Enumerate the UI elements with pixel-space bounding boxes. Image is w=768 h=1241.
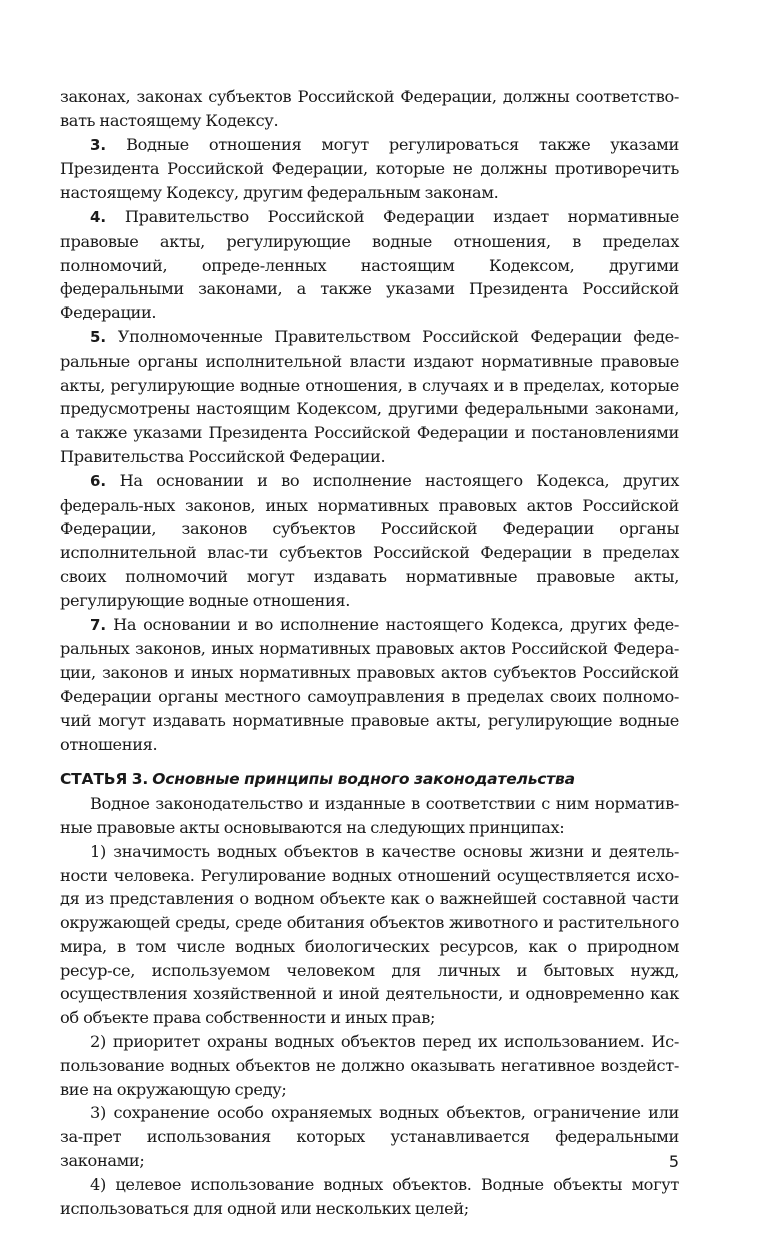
clause-text: На основании и во исполнение настоящего Кодекса, других феде-ральных законов, иных нормативных правовых актов Российской Федера-ции, законов и иных нормативных правовых актов субъектов Российской Федерации органы местного самоуправления в пределах своих полномо-чий могут издавать нормативные правовые акты, регулирующие водные отношения. — [60, 614, 679, 754]
page-text — [60, 85, 679, 1220]
clause-number: 7. — [90, 615, 107, 634]
page-number: 5 — [668, 1152, 679, 1171]
article-heading — [60, 768, 679, 792]
clause-4 — [60, 205, 679, 325]
clause-text: Правительство Российской Федерации издает нормативные правовые акты, регулирующие водные отношения, в пределах полномочий, опреде-ленных настоящим Кодексом, другими федеральными законами, а также указами Президента Российской Федерации. — [60, 206, 679, 323]
clause-6 — [60, 469, 679, 613]
clause-5 — [60, 325, 679, 469]
clause-text: На основании и во исполнение настоящего Кодекса, других федераль-ных законов, иных нормативных правовых актов Российской Федерации, законов субъектов Российской Федерации органы исполнительной влас-ти субъектов Российской Федерации в пределах своих полномочий могут издавать нормативные правовые акты, регулирующие водные отношения. — [60, 470, 679, 610]
paragraph-continuation: законах, законах субъектов Российской Федерации, должны соответство-вать настоящему Кодексу. — [60, 87, 679, 130]
clause-text: Водные отношения могут регулироваться также указами Президента Российской Федерации, которые не должны противоречить настоящему Кодексу, другим федеральным законам. — [60, 134, 679, 203]
clause-text: Уполномоченные Правительством Российской Федерации феде-ральные органы исполнительной власти издают нормативные правовые акты, регулирующие водные отношения, в случаях и в пределах, которые предусмотрены настоящим Кодексом, другими федеральными законами, а также указами Президента Российской Федерации и постановлениями Правительства Российской Федерации. — [60, 326, 679, 466]
article-label: СТАТЬЯ 3. — [60, 770, 149, 789]
article-title: Основные принципы водного законодательства — [152, 770, 575, 789]
principle-4: 4) целевое использование водных объектов. Водные объекты могут использоваться для одной или нескольких целей; — [60, 1174, 679, 1218]
clause-7 — [60, 613, 679, 757]
principle-3: 3) сохранение особо охраняемых водных объектов, ограничение или за-прет использования которых устанавливается федеральными законами; — [60, 1103, 679, 1171]
principle-1: 1) значимость водных объектов в качестве основы жизни и деятель-ности человека. Регулирование водных отношений осуществляется исхо-дя из представления о водном объекте как о важнейшей составной части окружающей среды, среде обитания объектов животного и растительного мира, в том числе водных биологических ресурсов, как о природном ресур-се, используемом человеком для личных и бытовых нужд, осуществления хозяйственной и иной деятельности, и одновременно как об объекте права собственности и иных прав; — [60, 841, 679, 1028]
clause-number: 6. — [90, 471, 107, 490]
clause-number: 3. — [90, 135, 107, 154]
principle-2: 2) приоритет охраны водных объектов перед их использованием. Ис-пользование водных объектов не должно оказывать негативное воздейст-вие на окружающую среду; — [60, 1032, 679, 1099]
clause-3 — [60, 133, 679, 205]
article-intro: Водное законодательство и изданные в соответствии с ним норматив-ные правовые акты основываются на следующих принципах: — [60, 794, 679, 837]
clause-number: 4. — [90, 207, 107, 226]
clause-number: 5. — [90, 327, 107, 346]
